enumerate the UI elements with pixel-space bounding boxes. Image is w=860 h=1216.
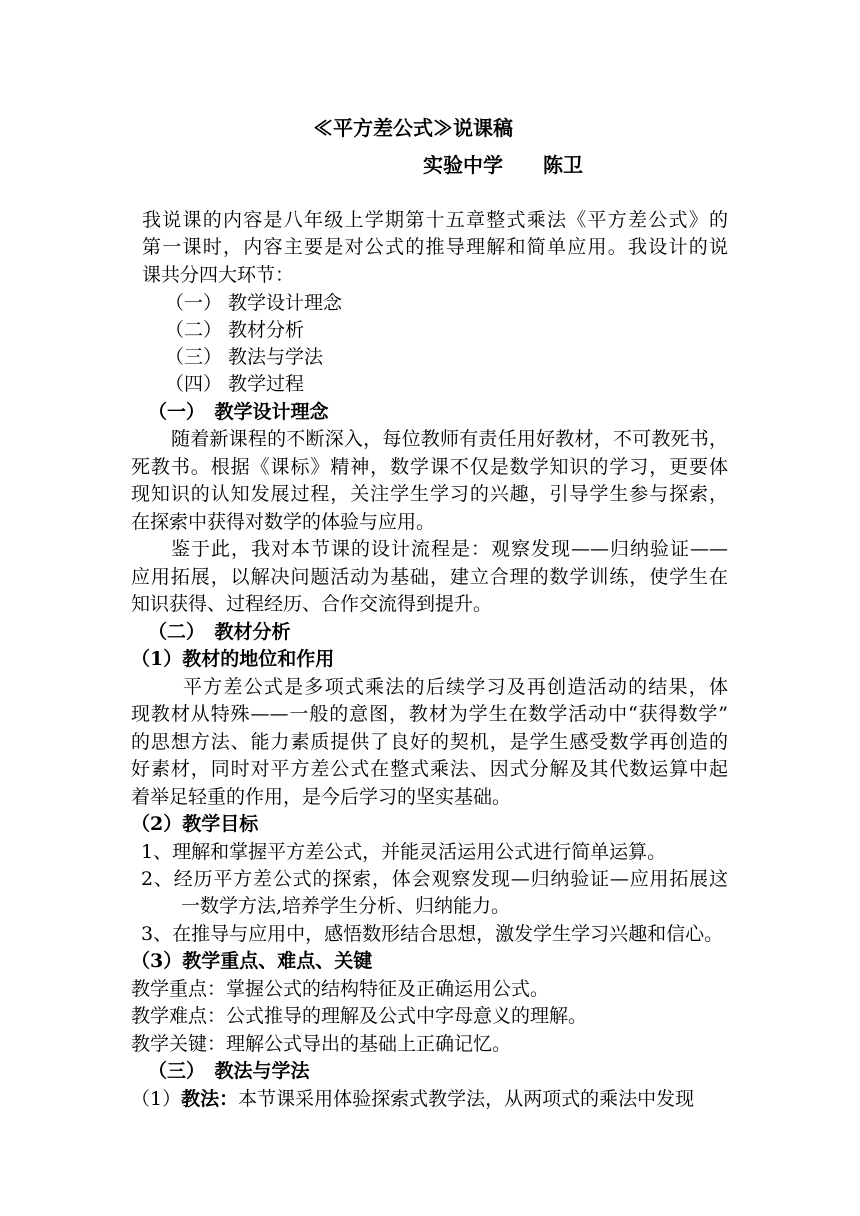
goal-1: 1、理解和掌握平方差公式，并能灵活运用公式进行简单运算。 (141, 841, 667, 863)
sec1-p1-line-1: 随着新课程的不断深入，每位教师有责任用好教材，不可教死书， (171, 428, 728, 450)
doc-title: ≪平方差公式≫说课稿 (313, 116, 513, 140)
section-2-sub-3: （3）教学重点、难点、关键 (131, 950, 373, 972)
outline-item-1: （一） 教学设计理念 (165, 292, 343, 314)
sec2-p1-line-5: 着举足轻重的作用，是今后学习的坚实基础。 (131, 786, 512, 808)
outline-item-4: （四） 教学过程 (165, 373, 305, 395)
outline-item-2: （二） 教材分析 (165, 319, 305, 341)
sec2-p1-line-1: 平方差公式是多项式乘法的后续学习及再创造活动的结果，体 (183, 676, 728, 698)
sec2-p1-line-2: 现教材从特殊——一般的意图，教材为学生在数学活动中“获得数学” (131, 703, 728, 725)
sec1-p1-line-2: 死教书。根据《课标》精神，数学课不仅是数学知识的学习，更要体 (131, 456, 728, 478)
doc-author: 实验中学 陈卫 (423, 153, 583, 177)
key-point-2: 教学难点：公式推导的理解及公式中字母意义的理解。 (131, 1005, 588, 1027)
section-2-sub-1: （1）教材的地位和作用 (131, 648, 335, 670)
section-1-heading: （一） 教学设计理念 (148, 401, 329, 423)
goal-2-line-2: 一数学方法,培养学生分析、归纳能力。 (181, 895, 511, 917)
intro-line-3: 课共分四大环节： (142, 264, 295, 286)
goal-3: 3、在推导与应用中，感悟数形结合思想，激发学生学习兴趣和信心。 (141, 923, 724, 945)
section-2-heading: （二） 教材分析 (148, 621, 291, 643)
sec3-p1-line-1 (131, 1085, 694, 1113)
sec1-p2-line-2: 应用拓展，以解决问题活动为基础，建立合理的数学训练，使学生在 (131, 566, 728, 588)
sec1-p1-line-3: 现知识的认知发展过程，关注学生学习的兴趣，引导学生参与探索， (131, 483, 728, 505)
sec2-p1-line-3: 的思想方法、能力素质提供了良好的契机，是学生感受数学再创造的 (131, 731, 728, 753)
sec3-p1-label: 教法： (181, 1088, 239, 1110)
key-point-1: 教学重点：掌握公式的结构特征及正确运用公式。 (131, 978, 550, 1000)
goal-2-line-1: 2、经历平方差公式的探索，体会观察发现—归纳验证—应用拓展这 (141, 868, 728, 890)
sec1-p1-line-4: 在探索中获得对数学的体验与应用。 (131, 511, 436, 533)
sec1-p2-line-3: 知识获得、过程经历、合作交流得到提升。 (131, 593, 493, 615)
sec3-p1-text: 本节课采用体验探索式教学法，从两项式的乘法中发现 (238, 1088, 695, 1110)
sec3-p1-prefix: （1） (131, 1088, 182, 1110)
section-2-sub-2: （2）教学目标 (131, 813, 259, 835)
intro-line-2: 第一课时，内容主要是对公式的推导理解和简单应用。我设计的说 (142, 236, 728, 258)
outline-item-3: （三） 教法与学法 (165, 346, 324, 368)
intro-line-1: 我说课的内容是八年级上学期第十五章整式乘法《平方差公式》的 (142, 209, 728, 231)
key-point-3: 教学关键：理解公式导出的基础上正确记忆。 (131, 1033, 512, 1055)
section-3-heading: （三） 教法与学法 (148, 1060, 310, 1082)
sec1-p2-line-1: 鉴于此，我对本节课的设计流程是：观察发现——归纳验证—— (171, 538, 728, 560)
sec2-p1-line-4: 好素材，同时对平方差公式在整式乘法、因式分解及其代数运算中起 (131, 758, 728, 780)
